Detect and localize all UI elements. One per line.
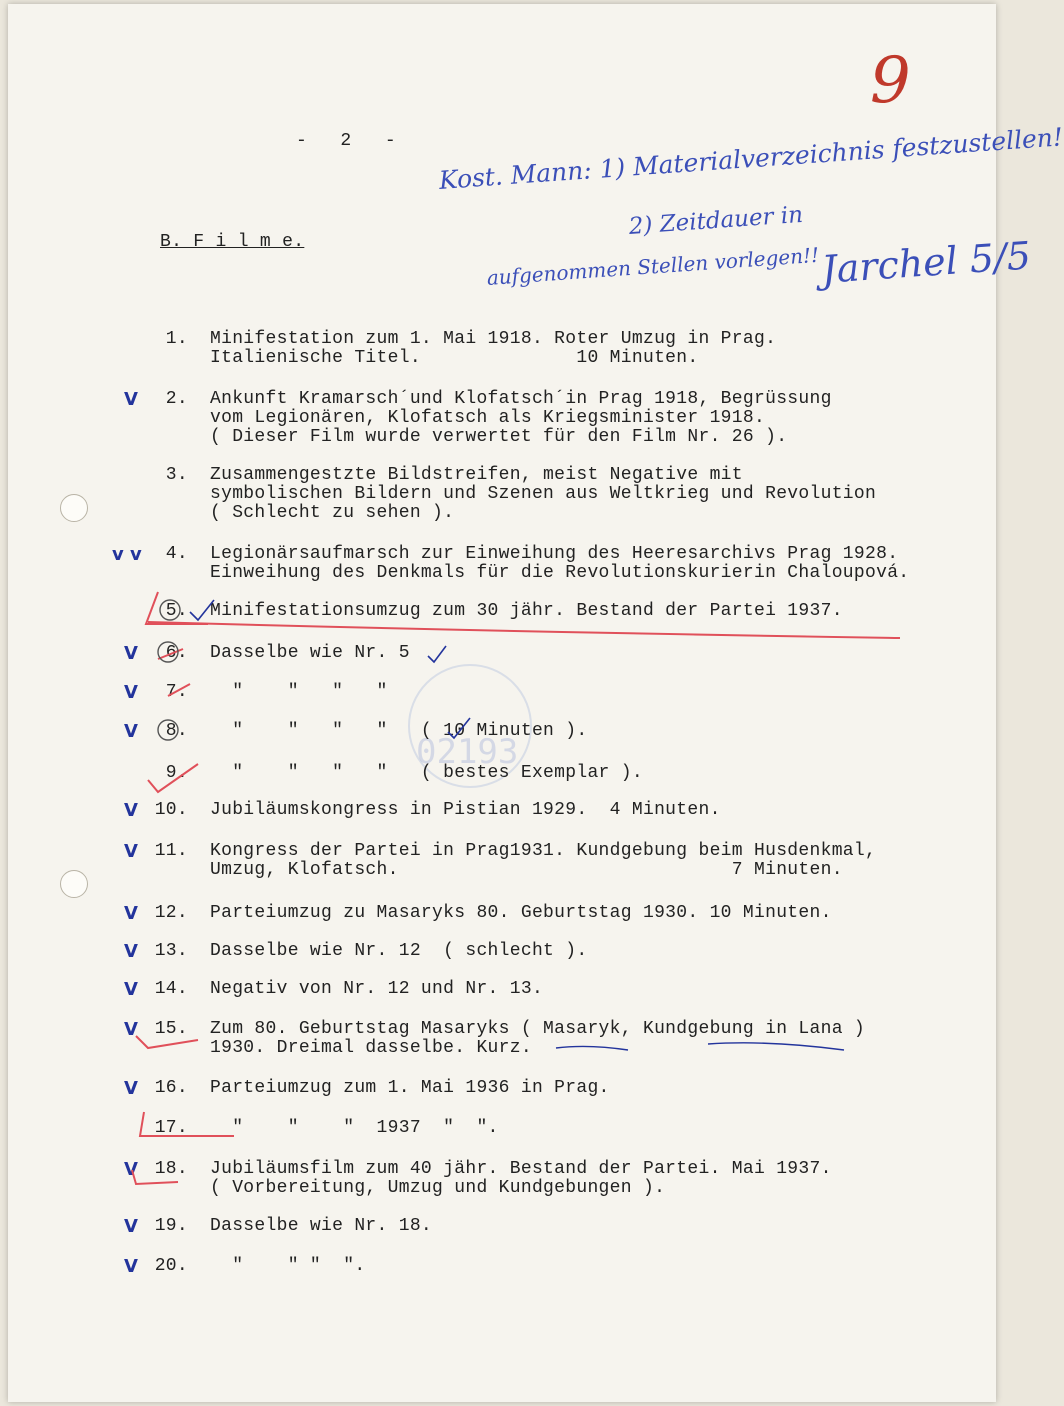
- entry-number: 2.: [165, 389, 188, 409]
- entry-number: 8.: [165, 721, 188, 741]
- entry-number: 12.: [154, 903, 188, 923]
- entry-text-line: symbolischen Bildern und Szenen aus Weltkrieg und Revolution: [210, 484, 877, 504]
- entry-text-line: " " " 1937 " ".: [210, 1118, 499, 1138]
- entry-text-line: ( Schlecht zu sehen ).: [210, 503, 455, 523]
- entry-number: 13.: [154, 941, 188, 961]
- entry-number: 10.: [154, 800, 188, 820]
- entry-text-line: Negativ von Nr. 12 und Nr. 13.: [210, 979, 544, 999]
- entry-number: 7.: [165, 682, 188, 702]
- handwritten-note-line3: aufgenommen Stellen vorlegen!!: [486, 242, 820, 290]
- entry-tick-mark: V: [124, 1019, 138, 1040]
- entry-number: 19.: [154, 1216, 188, 1236]
- entry-text-line: Einweihung des Denkmals für die Revolutionskurierin Chaloupová.: [210, 563, 910, 583]
- entry-number: 15.: [154, 1019, 188, 1039]
- entry-number: 6.: [165, 643, 188, 663]
- red-underline-entry-5: [148, 622, 900, 638]
- page-number: - 2 -: [296, 131, 396, 151]
- blue-underline-entry-15: [556, 1043, 844, 1050]
- entry-number: 17.: [154, 1118, 188, 1138]
- entry-number: 3.: [165, 465, 188, 485]
- entry-text-line: Minifestationsumzug zum 30 jähr. Bestand der Partei 1937.: [210, 601, 843, 621]
- entry-tick-mark: V: [124, 1256, 138, 1277]
- entry-tick-mark: V: [124, 389, 138, 410]
- entry-tick-mark: V: [124, 1078, 138, 1099]
- entry-number: 1.: [165, 329, 188, 349]
- entry-tick-mark: V: [124, 1159, 138, 1180]
- punch-hole-top: [60, 494, 88, 522]
- entry-tick-mark: V: [124, 800, 138, 821]
- entry-text-line: 1930. Dreimal dasselbe. Kurz.: [210, 1038, 532, 1058]
- entry-text-line: Minifestation zum 1. Mai 1918. Roter Umzug in Prag.: [210, 329, 777, 349]
- entry-number: 5.: [165, 601, 188, 621]
- entry-tick-mark: V: [124, 682, 138, 703]
- entry-tick-mark: V: [124, 643, 138, 664]
- entry-number: 11.: [154, 841, 188, 861]
- entry-number: 18.: [154, 1159, 188, 1179]
- entry-number: 16.: [154, 1078, 188, 1098]
- entry-text-line: vom Legionären, Klofatsch als Kriegsminister 1918.: [210, 408, 766, 428]
- entry-text-line: Legionärsaufmarsch zur Einweihung des Heeresarchivs Prag 1928.: [210, 544, 899, 564]
- entry-text-line: " " " ".: [210, 1256, 366, 1276]
- corner-mark: 9: [870, 44, 911, 118]
- handwritten-note-line1: Kost. Mann: 1) Materialverzeichnis festzustellen!: [438, 122, 1064, 195]
- entry-text-line: " " " ": [210, 682, 388, 702]
- entry-text-line: Kongress der Partei in Prag1931. Kundgebung beim Husdenkmal,: [210, 841, 877, 861]
- entry-text-line: " " " " ( bestes Exemplar ).: [210, 763, 643, 783]
- punch-hole-bottom: [60, 870, 88, 898]
- archive-stamp-number: 02193: [416, 732, 519, 772]
- entry-tick-mark: V: [124, 941, 138, 962]
- entry-text-line: Umzug, Klofatsch. 7 Minuten.: [210, 860, 843, 880]
- handwritten-note-line2: 2) Zeitdauer in: [628, 201, 804, 240]
- entry-text-line: " " " " ( 10 Minuten ).: [210, 721, 588, 741]
- entry-tick-mark: V: [124, 721, 138, 742]
- blue-check-entry-6: [428, 646, 446, 662]
- entry-text-line: Jubiläumskongress in Pistian 1929. 4 Minuten.: [210, 800, 721, 820]
- entry-text-line: Ankunft Kramarsch´und Klofatsch´in Prag 1918, Begrüssung: [210, 389, 832, 409]
- document-page: [8, 4, 1064, 1402]
- entry-text-line: Parteiumzug zu Masaryks 80. Geburtstag 1930. 10 Minuten.: [210, 903, 832, 923]
- entry-text-line: Parteiumzug zum 1. Mai 1936 in Prag.: [210, 1078, 610, 1098]
- handwritten-signature: Jarchel 5/5: [820, 233, 1033, 292]
- section-heading: B. F i l m e.: [160, 232, 305, 252]
- entry-text-line: Jubiläumsfilm zum 40 jähr. Bestand der Partei. Mai 1937.: [210, 1159, 832, 1179]
- entry-text-line: Dasselbe wie Nr. 12 ( schlecht ).: [210, 941, 588, 961]
- entry-tick-mark: V: [124, 979, 138, 1000]
- entry-text-line: Dasselbe wie Nr. 18.: [210, 1216, 433, 1236]
- entry-number: 4.: [165, 544, 188, 564]
- entry-text-line: Zum 80. Geburtstag Masaryks ( Masaryk, Kundgebung in Lana ): [210, 1019, 866, 1039]
- entry-tick-mark: v v: [112, 544, 142, 565]
- entry-text-line: Zusammengestzte Bildstreifen, meist Negative mit: [210, 465, 743, 485]
- entry-text-line: ( Vorbereitung, Umzug und Kundgebungen ).: [210, 1178, 666, 1198]
- entry-tick-mark: V: [124, 1216, 138, 1237]
- entry-number: 14.: [154, 979, 188, 999]
- entry-tick-mark: V: [124, 903, 138, 924]
- entry-text-line: Dasselbe wie Nr. 5: [210, 643, 410, 663]
- entry-number: 9.: [165, 763, 188, 783]
- entry-tick-mark: V: [124, 841, 138, 862]
- entry-text-line: ( Dieser Film wurde verwertet für den Film Nr. 26 ).: [210, 427, 788, 447]
- entry-text-line: Italienische Titel. 10 Minuten.: [210, 348, 699, 368]
- entry-number: 20.: [154, 1256, 188, 1276]
